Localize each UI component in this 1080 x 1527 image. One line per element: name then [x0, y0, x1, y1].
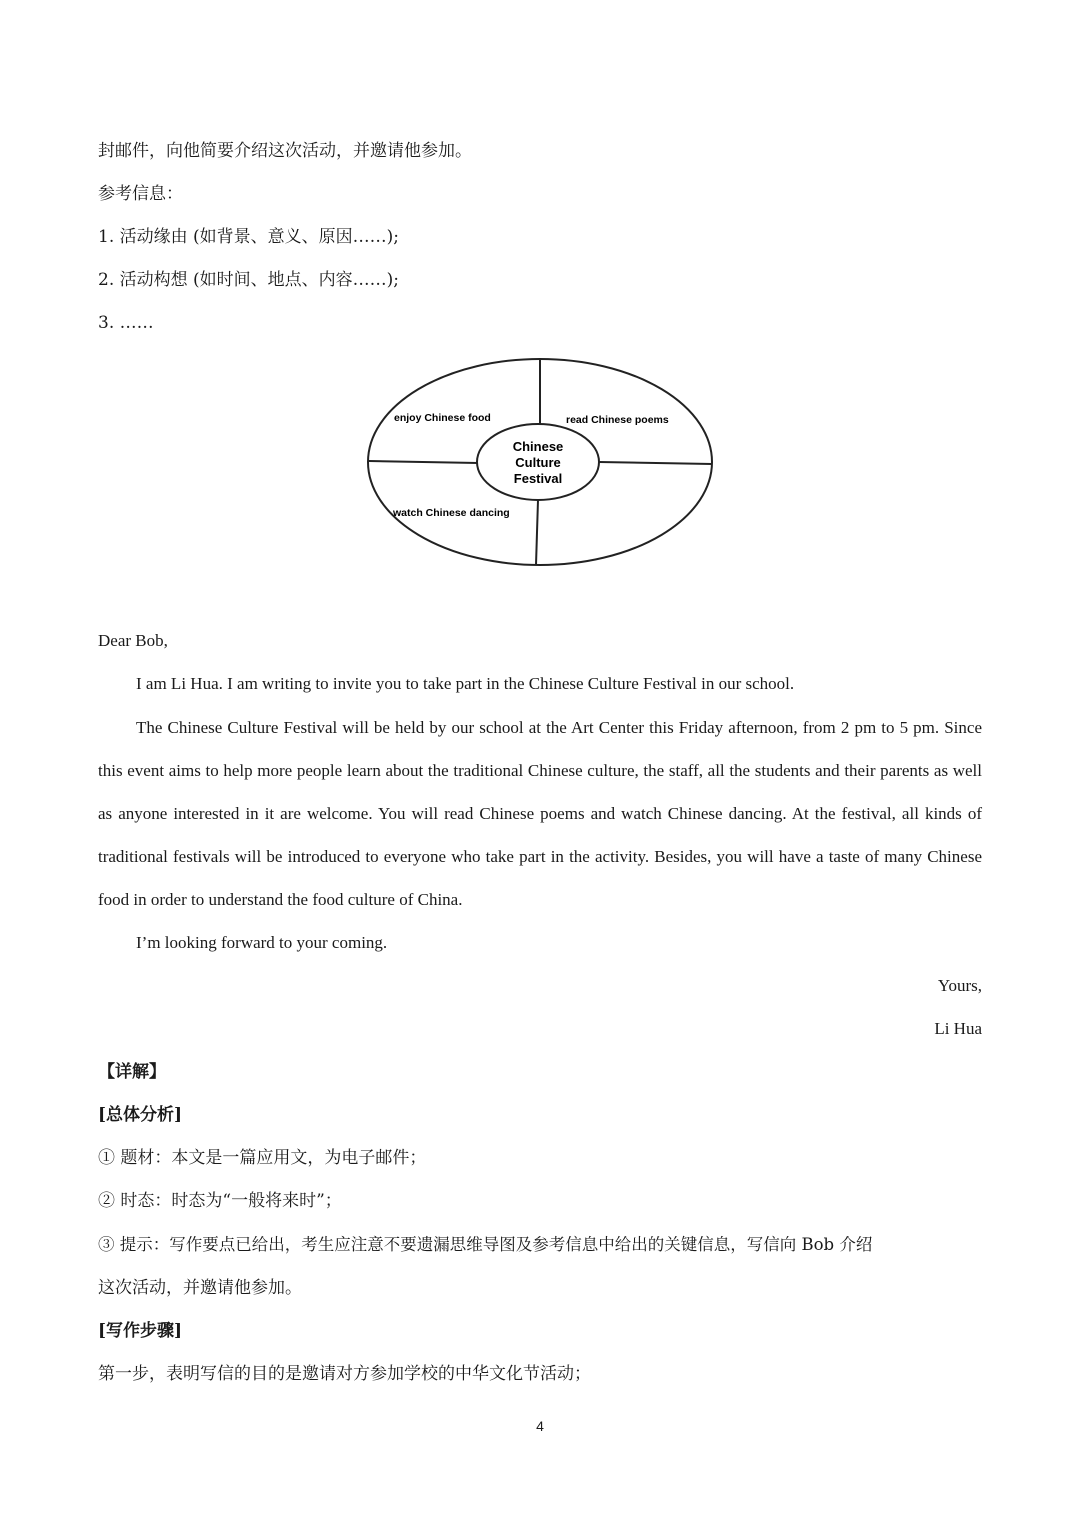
writing-steps-heading: [写作步骤] [98, 1321, 183, 1341]
letter-signature: Li Hua [934, 1019, 982, 1038]
letter-paragraph-3: I’m looking forward to your coming. [136, 933, 388, 952]
analysis-item-1: ① 题材：本文是一篇应用文，为电子邮件； [98, 1148, 427, 1168]
center-label-line-1: Chinese [512, 439, 564, 454]
writing-step-1: 第一步，表明写信的目的是邀请对方参加学校的中华文化节活动； [98, 1364, 591, 1384]
branch-watch-dancing: watch Chinese dancing [393, 507, 510, 519]
letter-paragraph-2: The Chinese Culture Festival will be held by our school at the Art Center this Friday afternoon, from 2 pm to 5 pm. Since this event aims to help more people learn about the traditional Chinese culture, the staff, all the students and their parents as well as anyone interested in it are welcome. You will read Chinese poems and watch Chinese dancing. At the festival, all kinds of traditional festivals will be introduced to everyone who take part in the activity. Besides, you will have a taste of many Chinese food in order to understand the food culture of China. [98, 718, 982, 909]
center-label-line-2: Culture [515, 455, 561, 470]
analysis-item-2: ② 时态：时态为“一般将来时”； [98, 1191, 342, 1211]
letter-paragraph-1: I am Li Hua. I am writing to invite you to take part in the Chinese Culture Festival in our school. [136, 674, 795, 693]
branch-enjoy-food: enjoy Chinese food [394, 412, 491, 424]
reference-item-3: 3. …… [98, 313, 154, 333]
center-label-line-3: Festival [513, 471, 563, 486]
intro-line: 封邮件，向他简要介绍这次活动，并邀请他参加。 [98, 141, 472, 161]
mind-map-diagram [360, 350, 720, 572]
reference-item-1: 1. 活动缘由 (如背景、意义、原因……); [98, 227, 400, 247]
analysis-heading: 【详解】 [98, 1062, 166, 1082]
reference-info-title: 参考信息： [98, 184, 183, 204]
analysis-item-3-continued: 这次活动，并邀请他参加。 [98, 1278, 302, 1298]
overall-analysis-heading: [总体分析] [98, 1105, 183, 1125]
reference-item-2: 2. 活动构想 (如时间、地点、内容……); [98, 270, 400, 290]
letter-greeting: Dear Bob, [98, 631, 168, 650]
branch-read-poems: read Chinese poems [566, 414, 669, 426]
letter-closing: Yours, [937, 976, 982, 995]
page-number: 4 [536, 1418, 544, 1434]
analysis-item-3: ③ 提示：写作要点已给出，考生应注意不要遗漏思维导图及参考信息中给出的关键信息，写信向 Bob 介绍 [98, 1235, 873, 1254]
